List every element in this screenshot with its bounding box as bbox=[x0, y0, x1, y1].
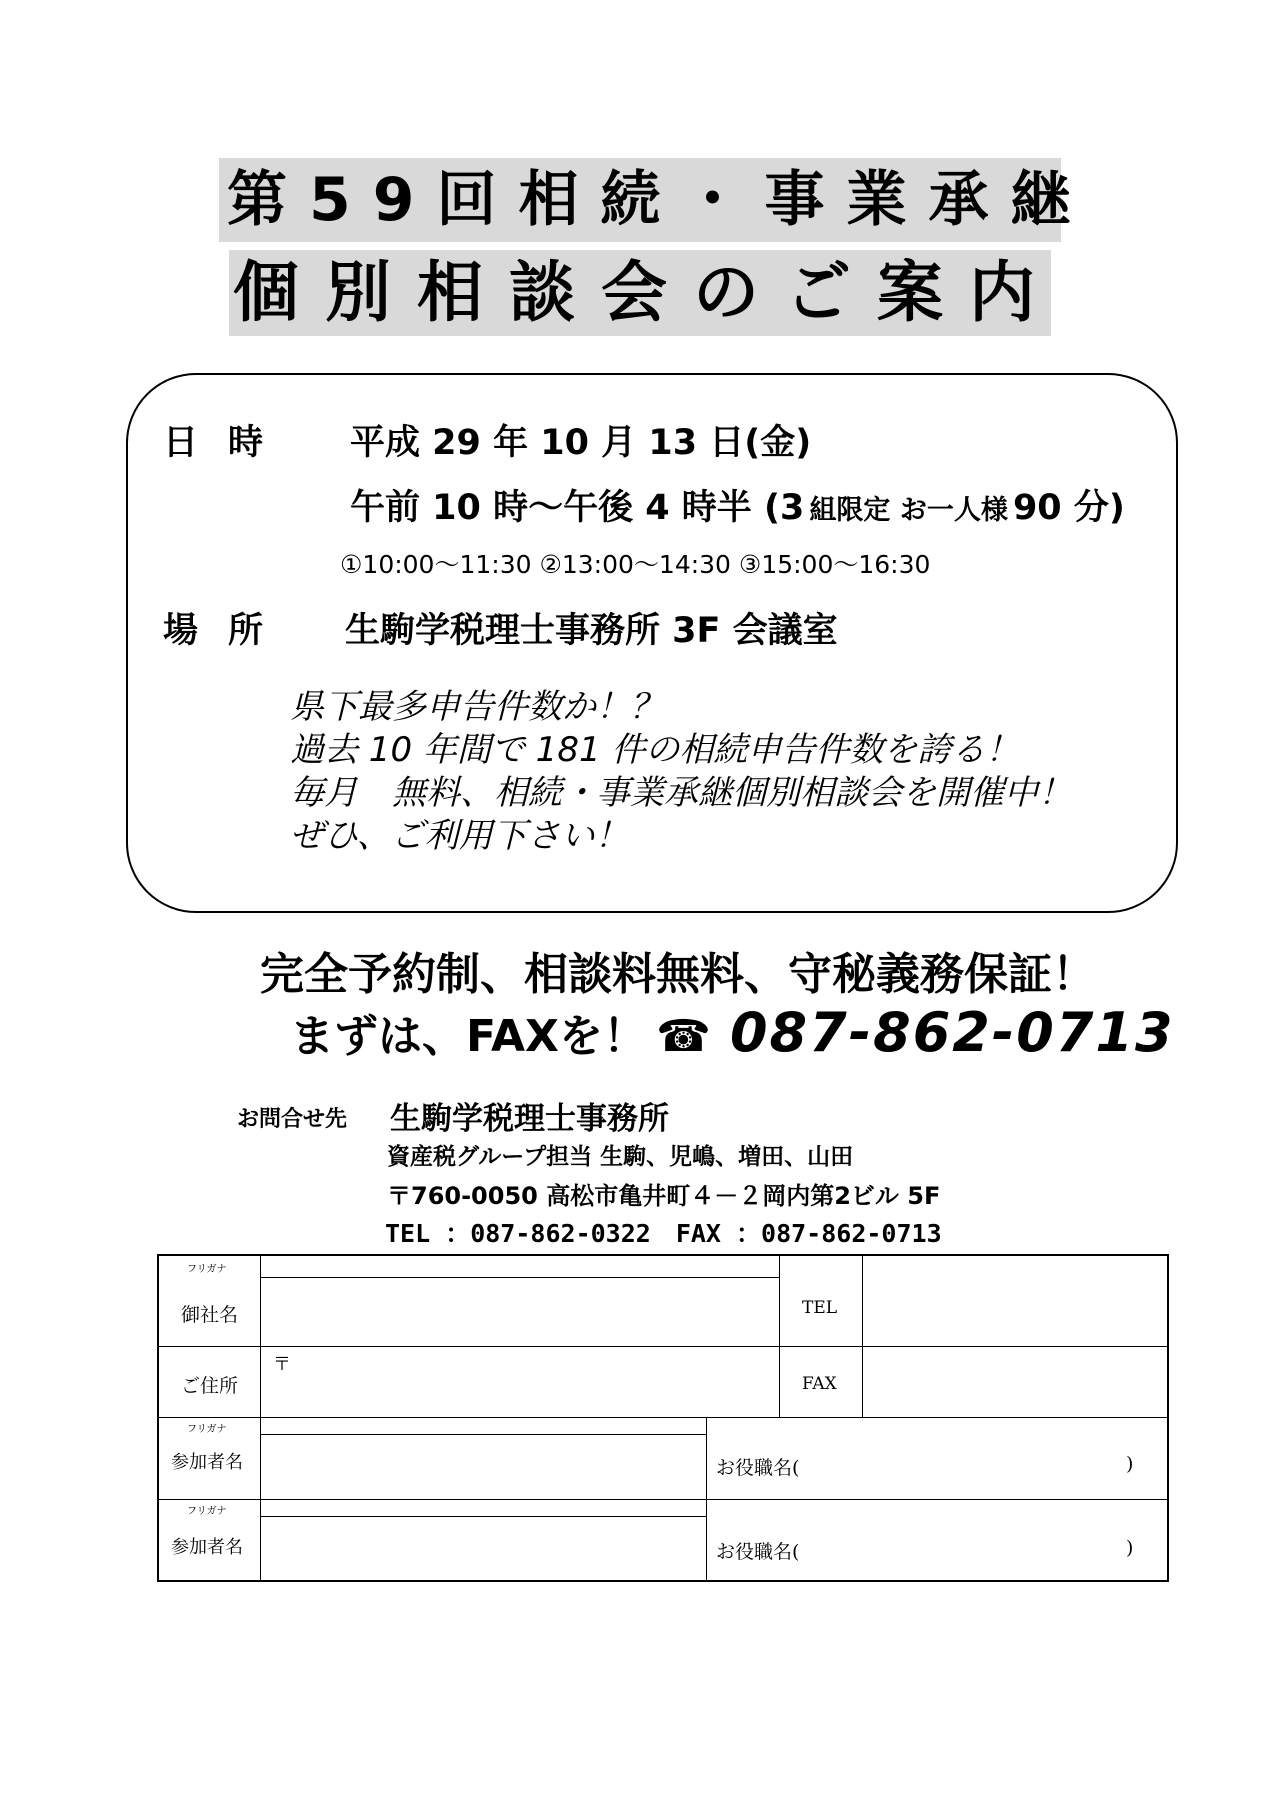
address-label: ご住所 bbox=[181, 1375, 239, 1397]
tel-label: TEL bbox=[802, 1298, 838, 1318]
address-field[interactable] bbox=[262, 1348, 778, 1416]
time-line bbox=[350, 480, 1125, 530]
contact-label: お問合せ先 bbox=[237, 1107, 348, 1132]
tel-field[interactable] bbox=[864, 1257, 1166, 1345]
participant-name-field[interactable] bbox=[262, 1517, 705, 1579]
position-open: お役職名( bbox=[716, 1541, 800, 1563]
participant-name-field[interactable] bbox=[262, 1435, 705, 1498]
staff-line: 資産税グループ担当 生駒、児嶋、増田、山田 bbox=[387, 1144, 854, 1170]
application-form bbox=[157, 1254, 1169, 1582]
form-divider bbox=[159, 1499, 1167, 1500]
headline-line-2 bbox=[290, 1000, 1175, 1064]
position-close: ) bbox=[1126, 1453, 1134, 1475]
form-divider bbox=[159, 1417, 1167, 1418]
postal-mark: 〒 bbox=[273, 1354, 291, 1375]
time-limit: 組限定 お一人様 bbox=[809, 495, 1008, 526]
promo-line: 県下最多申告件数か！？ bbox=[290, 687, 664, 727]
position-open: お役職名( bbox=[716, 1457, 800, 1479]
promo-line: 毎月 無料、相続・事業承継個別相談会を開催中！ bbox=[290, 773, 1072, 813]
form-divider bbox=[779, 1256, 780, 1417]
participant-label: 参加者名 bbox=[171, 1537, 243, 1558]
form-divider bbox=[260, 1256, 261, 1580]
company-name-field[interactable] bbox=[262, 1278, 778, 1345]
fax-number: 087-862-0713 bbox=[729, 1001, 1175, 1064]
office-name: 生駒学税理士事務所 bbox=[390, 1101, 669, 1137]
form-divider bbox=[159, 1346, 1167, 1347]
company-label: 御社名 bbox=[181, 1304, 239, 1326]
date-label: 日時 bbox=[163, 423, 294, 463]
time-duration: 90 分) bbox=[1012, 488, 1125, 528]
tel-fax-line: TEL ：087-862-0322 FAX ：087-862-0713 bbox=[385, 1219, 942, 1248]
fax-label: FAX bbox=[802, 1374, 837, 1394]
participant-label: 参加者名 bbox=[171, 1452, 243, 1473]
place-value: 生駒学税理士事務所 3F 会議室 bbox=[345, 611, 838, 651]
fax-field[interactable] bbox=[864, 1348, 1166, 1416]
title-line-1: 第59回相続・事業承継 bbox=[219, 158, 1061, 242]
telephone-icon: ☎ bbox=[656, 1011, 711, 1062]
furigana-label: フリガナ bbox=[187, 1424, 227, 1435]
position-field[interactable] bbox=[789, 1508, 1119, 1578]
place-label: 場所 bbox=[163, 611, 294, 651]
fax-prompt: まずは、FAXを！ bbox=[290, 1011, 647, 1062]
promo-line: ぜひ、ご利用下さい！ bbox=[290, 816, 629, 856]
headline-line-1: 完全予約制、相談料無料、守秘義務保証！ bbox=[260, 949, 1096, 1000]
title-line-2: 個別相談会のご案内 bbox=[229, 250, 1051, 336]
promo-line: 過去 10 年間で 181 件の相続申告件数を誇る！ bbox=[290, 730, 1020, 770]
time-slots: ①10:00～11:30 ②13:00～14:30 ③15:00～16:30 bbox=[340, 550, 931, 579]
position-close: ) bbox=[1126, 1537, 1134, 1559]
address-line: 〒760-0050 高松市亀井町４－２岡内第2ビル 5F bbox=[387, 1182, 941, 1210]
form-divider bbox=[862, 1256, 863, 1417]
date-value: 平成 29 年 10 月 13 日(金) bbox=[350, 423, 812, 463]
furigana-label: フリガナ bbox=[187, 1264, 227, 1275]
position-field[interactable] bbox=[789, 1426, 1119, 1496]
promo-text bbox=[290, 686, 1072, 858]
furigana-label: フリガナ bbox=[187, 1506, 227, 1517]
time-main: 午前 10 時～午後 4 時半 (3 bbox=[350, 488, 805, 528]
